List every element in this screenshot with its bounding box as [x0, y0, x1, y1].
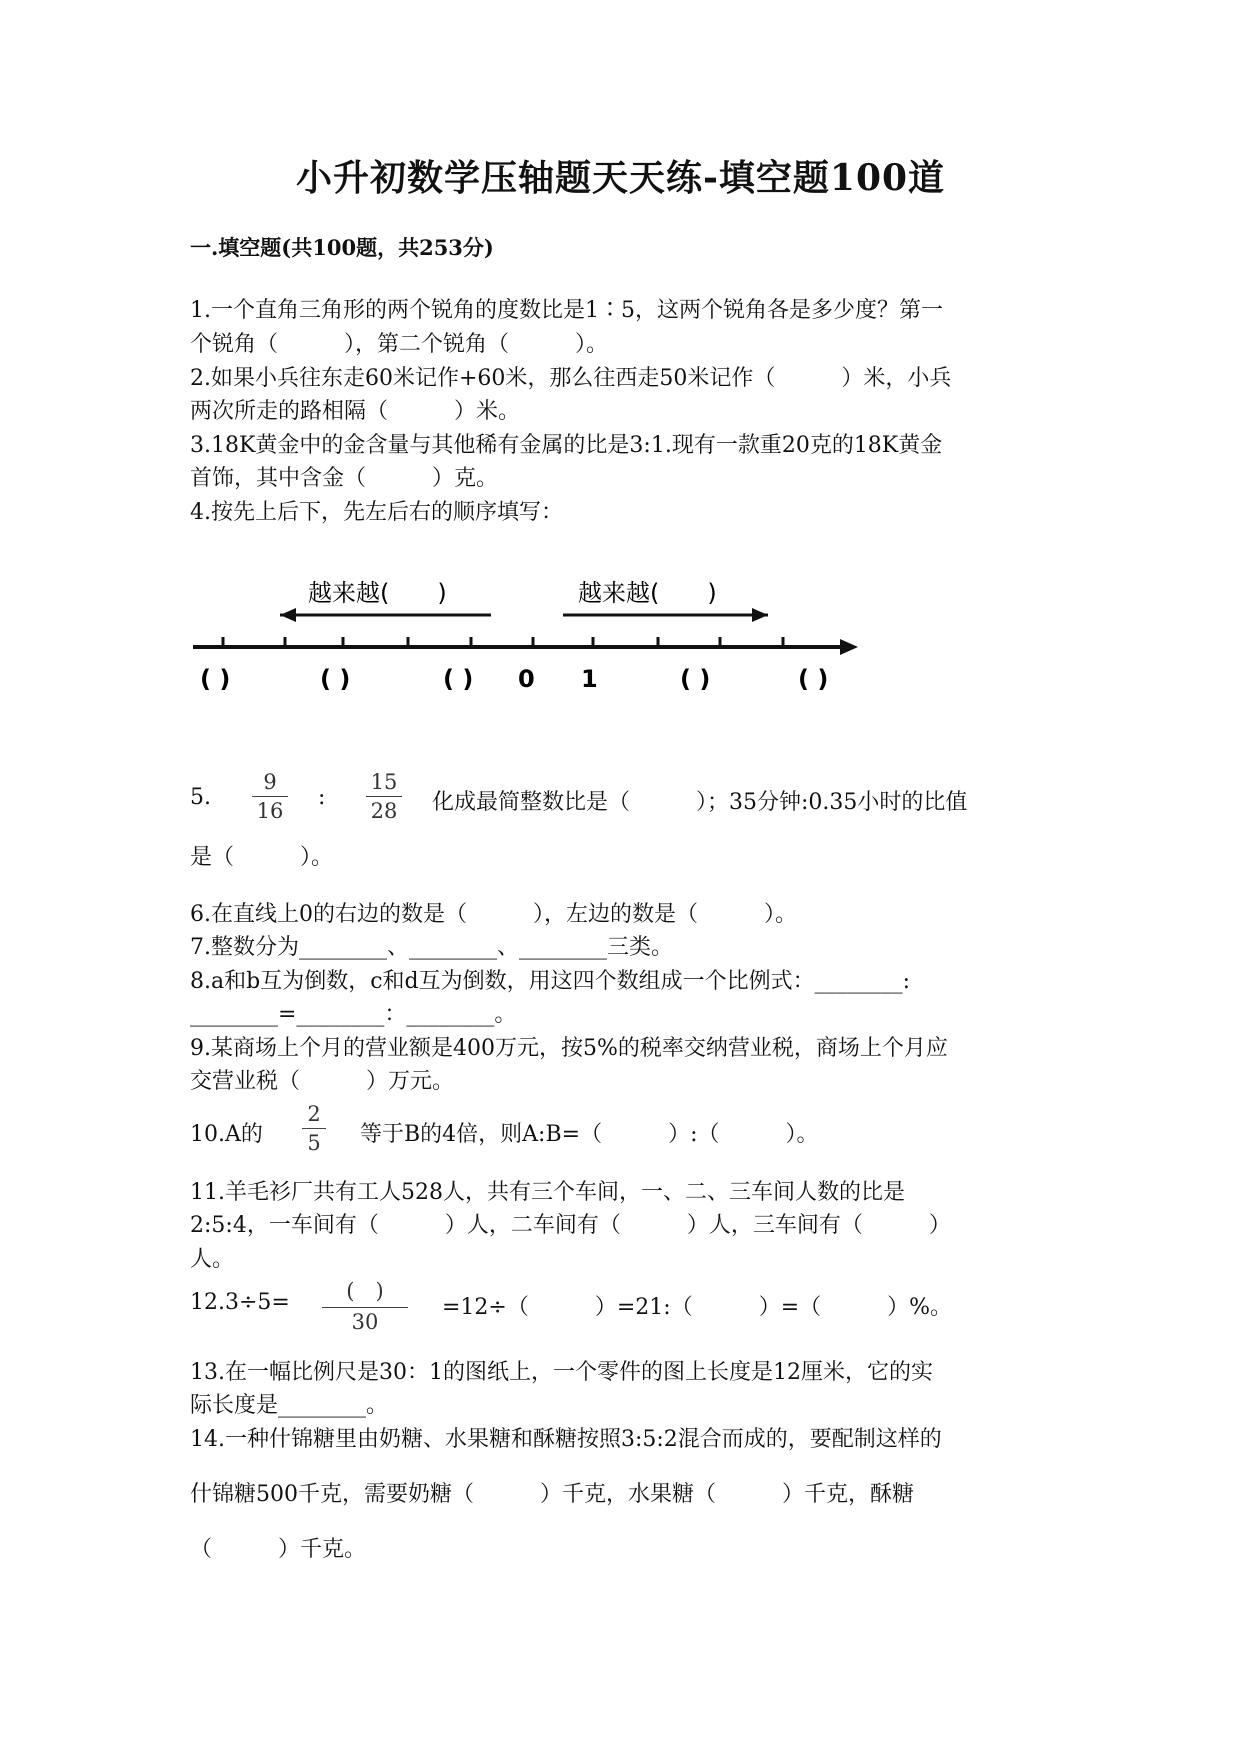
question-2-line-2: 两次所走的路相隔（ ）米。 — [190, 399, 521, 424]
blank-label: ( ) — [680, 665, 711, 693]
fraction-bar — [322, 1307, 408, 1308]
right-arrow-label: 越来越( ) — [578, 579, 717, 607]
question-9-line-2: 交营业税（ ）万元。 — [190, 1069, 455, 1094]
blank-label: ( ) — [200, 665, 231, 693]
question-3-line-2: 首饰，其中含金（ ）克。 — [190, 466, 499, 491]
question-5-number: 5. — [190, 785, 211, 810]
question-11-line-3: 人。 — [190, 1247, 235, 1272]
question-2-line-1: 2.如果小兵往东走60米记作+60米，那么往西走50米记作（ ）米，小兵 — [190, 366, 952, 391]
question-12-prefix: 12.3÷5= — [190, 1290, 290, 1315]
fraction-denominator: 16 — [256, 799, 284, 823]
section-heading: 一.填空题(共100题，共253分) — [190, 235, 494, 260]
question-12-text: =12÷（ ）=21:（ ）=（ ）%。 — [442, 1295, 953, 1320]
question-11-line-1: 11.羊毛衫厂共有工人528人，共有三个车间，一、二、三车间人数的比是 — [190, 1180, 905, 1205]
question-13-line-1: 13.在一幅比例尺是30：1的图纸上，一个零件的图上长度是12厘米，它的实 — [190, 1360, 933, 1385]
page-title: 小升初数学压轴题天天练-填空题100道 — [295, 157, 946, 199]
question-14-line-1: 14.一种什锦糖里由奶糖、水果糖和酥糖按照3:5:2混合而成的，要配制这样的 — [190, 1427, 942, 1452]
fraction-numerator: 2 — [307, 1102, 321, 1126]
question-5-line-2: 是（ ）。 — [190, 845, 334, 870]
fraction-bar — [302, 1128, 326, 1129]
question-8-line-2: ________=________：________。 — [190, 1002, 517, 1027]
fraction-denominator: 30 — [351, 1310, 379, 1334]
question-10-text: 等于B的4倍，则A:B=（ ）:（ ）。 — [360, 1122, 819, 1147]
question-7: 7.整数分为________、________、________三类。 — [190, 935, 673, 960]
fraction-bar — [252, 796, 288, 797]
number-line-figure — [188, 565, 868, 705]
zero-label: 0 — [518, 665, 535, 693]
ratio-colon: : — [318, 785, 326, 810]
question-4: 4.按先上后下，先左后右的顺序填写： — [190, 500, 563, 525]
left-arrow-head — [280, 608, 296, 622]
blank-label: ( ) — [443, 665, 474, 693]
question-11-line-2: 2:5:4，一车间有（ ）人，二车间有（ ）人，三车间有（ ） — [190, 1213, 951, 1238]
right-arrow-head — [752, 608, 768, 622]
question-1-line-1: 1.一个直角三角形的两个锐角的度数比是1∶5，这两个锐角各是多少度？第一 — [190, 298, 943, 323]
question-14-line-3: （ ）千克。 — [190, 1537, 367, 1562]
one-label: 1 — [581, 665, 598, 693]
fraction-bar — [366, 796, 402, 797]
question-3-line-1: 3.18K黄金中的金含量与其他稀有金属的比是3:1.现有一款重20克的18K黄金 — [190, 433, 943, 458]
fraction-denominator: 28 — [370, 799, 398, 823]
question-1-line-2: 个锐角（ ），第二个锐角（ ）。 — [190, 332, 609, 357]
fraction-15-28 — [366, 770, 402, 823]
question-6: 6.在直线上0的右边的数是（ ），左边的数是（ ）。 — [190, 902, 797, 927]
question-14-line-2: 什锦糖500千克，需要奶糖（ ）千克，水果糖（ ）千克，酥糖 — [190, 1482, 914, 1507]
blank-label: ( ) — [320, 665, 351, 693]
fraction-denominator: 5 — [307, 1131, 321, 1155]
question-13-line-2: 际长度是________。 — [190, 1393, 389, 1418]
question-9-line-1: 9.某商场上个月的营业额是400万元，按5%的税率交纳营业税，商场上个月应 — [190, 1036, 948, 1061]
fraction-numerator: 15 — [370, 770, 398, 794]
question-5-text: 化成最简整数比是（ ）；35分钟:0.35小时的比值 — [432, 790, 968, 815]
fraction-9-16 — [252, 770, 288, 823]
question-8-line-1: 8.a和b互为倒数，c和d互为倒数，用这四个数组成一个比例式：________: — [190, 969, 911, 994]
blank-label: ( ) — [798, 665, 829, 693]
fraction-blank-30 — [322, 1275, 408, 1334]
question-10-prefix: 10.A的 — [190, 1122, 263, 1147]
left-arrow-label: 越来越( ) — [308, 579, 447, 607]
fraction-2-5 — [302, 1102, 326, 1155]
axis-arrow-head — [840, 639, 858, 655]
fraction-numerator: 9 — [263, 770, 277, 794]
fraction-numerator: ( ) — [346, 1279, 384, 1303]
